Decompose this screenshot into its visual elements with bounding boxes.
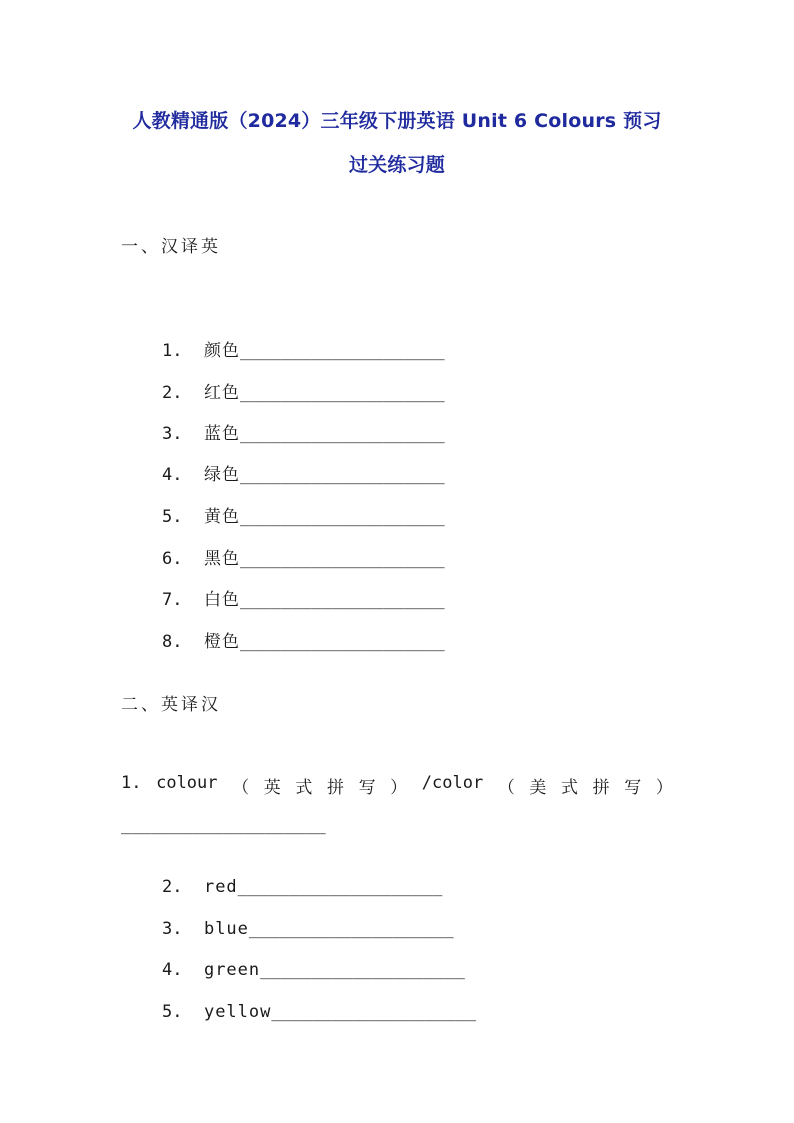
item-word: green (203, 960, 261, 980)
item-number: 4. (161, 465, 183, 485)
list-item (121, 607, 445, 672)
item-word-part: ） (390, 778, 408, 798)
item-number: 3. (161, 919, 183, 939)
item-number: 8. (161, 632, 183, 652)
item-number: 7. (161, 590, 183, 610)
answer-blank[interactable]: ____________________ (239, 507, 445, 527)
item-number: 3. (161, 424, 183, 444)
answer-blank[interactable]: ____________________ (121, 815, 326, 835)
item-word-part: 式 (295, 778, 313, 798)
answer-blank[interactable]: ____________________ (239, 590, 445, 610)
item-word: 颜色 (203, 341, 240, 361)
item-word-part: （ (497, 778, 515, 798)
item-number: 5. (161, 507, 183, 527)
item-number: 1. (161, 341, 183, 361)
item-word-part: 英 (263, 778, 281, 798)
page-title-line-1: 人教精通版（2024）三年级下册英语 Unit 6 Colours 预习 (132, 110, 662, 132)
answer-blank[interactable]: ____________________ (239, 465, 445, 485)
item-word-part: colour (156, 773, 218, 793)
page-title-line-2: 过关练习题 (348, 154, 445, 176)
item-word-part: 拼 (326, 778, 344, 798)
answer-blank[interactable]: ____________________ (239, 341, 445, 361)
answer-blank[interactable]: ____________________ (248, 919, 454, 939)
item-number: 6. (161, 549, 183, 569)
item-word-part: 拼 (592, 778, 610, 798)
item-word-part: ） (655, 778, 673, 798)
item-word-part: 写 (624, 778, 642, 798)
item-word-part: 写 (358, 778, 376, 798)
item-word: 红色 (203, 383, 240, 403)
item-word: 橙色 (203, 632, 240, 652)
list-item (121, 982, 476, 1042)
item-word: 黑色 (203, 549, 240, 569)
item-word: 蓝色 (203, 424, 240, 444)
item-number: 5. (161, 1002, 183, 1022)
item-word: red (203, 877, 238, 897)
item-word: yellow (203, 1002, 272, 1022)
answer-blank[interactable]: ____________________ (239, 549, 445, 569)
list-item (121, 773, 673, 798)
answer-blank[interactable]: ____________________ (239, 424, 445, 444)
item-number: 1. (121, 773, 142, 793)
item-word-part: 式 (561, 778, 579, 798)
item-number: 2. (161, 383, 183, 403)
answer-blank[interactable]: ____________________ (260, 960, 465, 980)
answer-blank[interactable]: ____________________ (239, 632, 445, 652)
answer-blank[interactable]: ____________________ (271, 1002, 477, 1022)
item-word: blue (203, 919, 249, 939)
item-number: 4. (161, 960, 183, 980)
item-word-part: （ (232, 778, 250, 798)
section-heading-english-to-chinese: 二、英译汉 (121, 695, 221, 715)
section-heading-chinese-to-english: 一、汉译英 (121, 237, 221, 257)
item-number: 2. (161, 877, 183, 897)
answer-blank[interactable]: ____________________ (239, 383, 445, 403)
answer-blank[interactable]: ____________________ (237, 877, 443, 897)
item-word: 白色 (203, 590, 240, 610)
item-word: 黄色 (203, 507, 240, 527)
item-word-part: 美 (529, 778, 547, 798)
item-word: 绿色 (203, 465, 240, 485)
item-word-part: /color (421, 773, 484, 793)
